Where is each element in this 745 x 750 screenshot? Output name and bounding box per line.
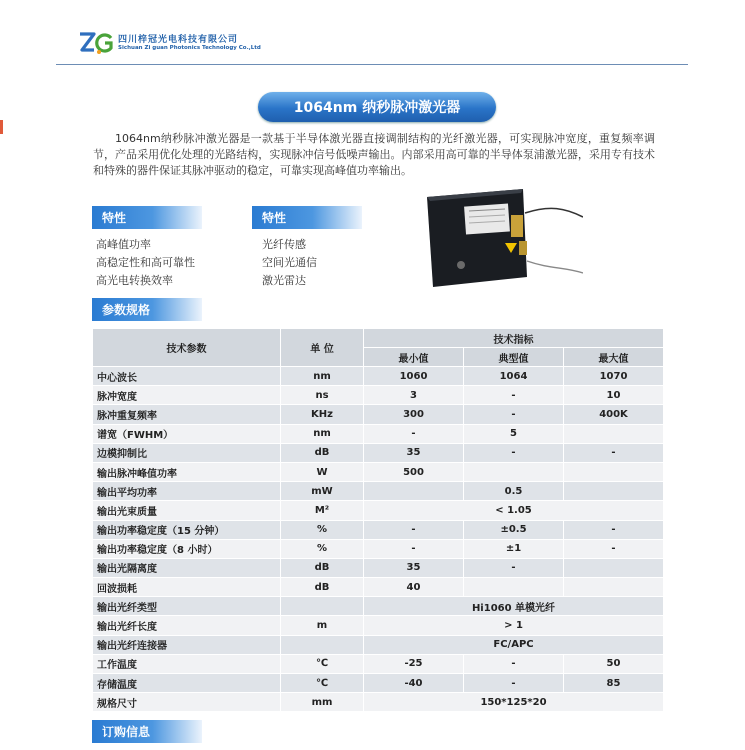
max-cell <box>564 424 664 443</box>
min-cell: 40 <box>364 578 464 597</box>
param-cell: 边模抑制比 <box>93 443 281 462</box>
product-intro: 1064nm纳秒脉冲激光器是一款基于半导体激光器直接调制结构的光纤激光器，可实现脉冲宽度，重复频率调节，产品采用优化处理的光路结构，实现脉冲信号低噪声输出。内部采用高可靠的半导体泵浦激光器，采用专有技术和特殊的器件保证其脉冲驱动的稳定，可靠实现高峰值功率输出。 <box>93 132 655 177</box>
feature-item: 高稳定性和高可靠性 <box>96 256 195 269</box>
max-cell: - <box>564 443 664 462</box>
unit-cell: W <box>281 462 364 481</box>
typ-cell: - <box>464 443 564 462</box>
max-cell <box>564 482 664 501</box>
col-unit-header: 单 位 <box>281 329 364 367</box>
spec-table-body <box>93 329 664 712</box>
param-cell: 中心波长 <box>93 367 281 386</box>
col-index-header: 技术指标 <box>364 329 664 348</box>
company-logo <box>78 30 114 56</box>
param-cell: 输出脉冲峰值功率 <box>93 462 281 481</box>
min-cell: -40 <box>364 674 464 693</box>
table-row <box>93 482 664 501</box>
spec-table <box>92 328 664 712</box>
unit-cell: nm <box>281 424 364 443</box>
value-span-cell: > 1 <box>364 616 664 635</box>
param-cell: 输出光纤连接器 <box>93 635 281 654</box>
param-cell: 输出功率稳定度（15 分钟） <box>93 520 281 539</box>
unit-cell: ℃ <box>281 654 364 673</box>
param-cell: 输出光纤长度 <box>93 616 281 635</box>
min-cell: 500 <box>364 462 464 481</box>
param-cell: 脉冲重复频率 <box>93 405 281 424</box>
typ-cell: - <box>464 558 564 577</box>
param-cell: 输出平均功率 <box>93 482 281 501</box>
param-cell: 谱宽（FWHM） <box>93 424 281 443</box>
param-cell: 工作温度 <box>93 654 281 673</box>
param-cell: 输出光束质量 <box>93 501 281 520</box>
value-span-cell: Hi1060 单模光纤 <box>364 597 664 616</box>
table-header-row <box>93 329 664 348</box>
table-row <box>93 405 664 424</box>
table-row <box>93 386 664 405</box>
unit-cell: ℃ <box>281 674 364 693</box>
features-heading-right: 特性 <box>252 206 362 229</box>
min-cell: - <box>364 424 464 443</box>
unit-cell: mm <box>281 693 364 712</box>
min-cell: 3 <box>364 386 464 405</box>
max-cell: - <box>564 539 664 558</box>
min-cell <box>364 482 464 501</box>
table-row <box>93 597 664 616</box>
typ-cell: - <box>464 674 564 693</box>
typ-cell: 5 <box>464 424 564 443</box>
unit-cell: nm <box>281 367 364 386</box>
table-row <box>93 462 664 481</box>
application-item: 空间光通信 <box>262 256 317 269</box>
table-row <box>93 443 664 462</box>
max-cell: 10 <box>564 386 664 405</box>
unit-cell: M² <box>281 501 364 520</box>
table-row <box>93 367 664 386</box>
unit-cell: dB <box>281 578 364 597</box>
feature-item: 高光电转换效率 <box>96 274 173 287</box>
unit-cell: ns <box>281 386 364 405</box>
min-cell: 35 <box>364 558 464 577</box>
param-cell: 脉冲宽度 <box>93 386 281 405</box>
unit-cell: % <box>281 539 364 558</box>
param-cell: 存储温度 <box>93 674 281 693</box>
col-param-header: 技术参数 <box>93 329 281 367</box>
unit-cell: % <box>281 520 364 539</box>
typ-cell: - <box>464 654 564 673</box>
max-cell: 85 <box>564 674 664 693</box>
company-name-en: Sichuan Zi guan Photonics Technology Co.,Ltd <box>118 45 261 51</box>
param-cell: 输出光纤类型 <box>93 597 281 616</box>
typ-cell: - <box>464 405 564 424</box>
unit-cell: mW <box>281 482 364 501</box>
param-cell: 规格尺寸 <box>93 693 281 712</box>
table-row <box>93 520 664 539</box>
typ-cell: ±0.5 <box>464 520 564 539</box>
col-typ-header: 典型值 <box>464 348 564 367</box>
application-item: 光纤传感 <box>262 238 306 251</box>
table-row <box>93 635 664 654</box>
unit-cell: dB <box>281 558 364 577</box>
min-cell: - <box>364 539 464 558</box>
table-row <box>93 501 664 520</box>
min-cell: 300 <box>364 405 464 424</box>
col-min-header: 最小值 <box>364 348 464 367</box>
feature-item: 高峰值功率 <box>96 238 151 251</box>
unit-cell: KHz <box>281 405 364 424</box>
min-cell: - <box>364 520 464 539</box>
max-cell: - <box>564 520 664 539</box>
laser-module-image <box>415 183 583 291</box>
param-cell: 输出光隔离度 <box>93 558 281 577</box>
order-heading: 订购信息 <box>92 720 202 743</box>
typ-cell <box>464 462 564 481</box>
table-row <box>93 424 664 443</box>
features-heading-left: 特性 <box>92 206 202 229</box>
typ-cell: - <box>464 386 564 405</box>
min-cell: 35 <box>364 443 464 462</box>
table-row <box>93 539 664 558</box>
unit-cell: m <box>281 616 364 635</box>
value-span-cell: < 1.05 <box>364 501 664 520</box>
typ-cell: 0.5 <box>464 482 564 501</box>
max-cell: 50 <box>564 654 664 673</box>
spec-heading: 参数规格 <box>92 298 202 321</box>
max-cell <box>564 462 664 481</box>
unit-cell: dB <box>281 443 364 462</box>
max-cell <box>564 558 664 577</box>
table-row <box>93 654 664 673</box>
table-row <box>93 693 664 712</box>
typ-cell: ±1 <box>464 539 564 558</box>
edge-marker <box>0 120 3 134</box>
application-item: 激光雷达 <box>262 274 306 287</box>
max-cell: 400K <box>564 405 664 424</box>
header-divider <box>56 64 688 65</box>
col-max-header: 最大值 <box>564 348 664 367</box>
product-title: 1064nm 纳秒脉冲激光器 <box>258 92 496 122</box>
table-row <box>93 674 664 693</box>
typ-cell <box>464 578 564 597</box>
min-cell: 1060 <box>364 367 464 386</box>
typ-cell: 1064 <box>464 367 564 386</box>
value-span-cell: 150*125*20 <box>364 693 664 712</box>
table-row <box>93 616 664 635</box>
unit-cell <box>281 635 364 654</box>
max-cell: 1070 <box>564 367 664 386</box>
min-cell: -25 <box>364 654 464 673</box>
param-cell: 输出功率稳定度（8 小时） <box>93 539 281 558</box>
company-name-cn: 四川梓冠光电科技有限公司 <box>118 35 239 45</box>
unit-cell <box>281 597 364 616</box>
max-cell <box>564 578 664 597</box>
table-row <box>93 578 664 597</box>
value-span-cell: FC/APC <box>364 635 664 654</box>
table-row <box>93 558 664 577</box>
param-cell: 回波损耗 <box>93 578 281 597</box>
